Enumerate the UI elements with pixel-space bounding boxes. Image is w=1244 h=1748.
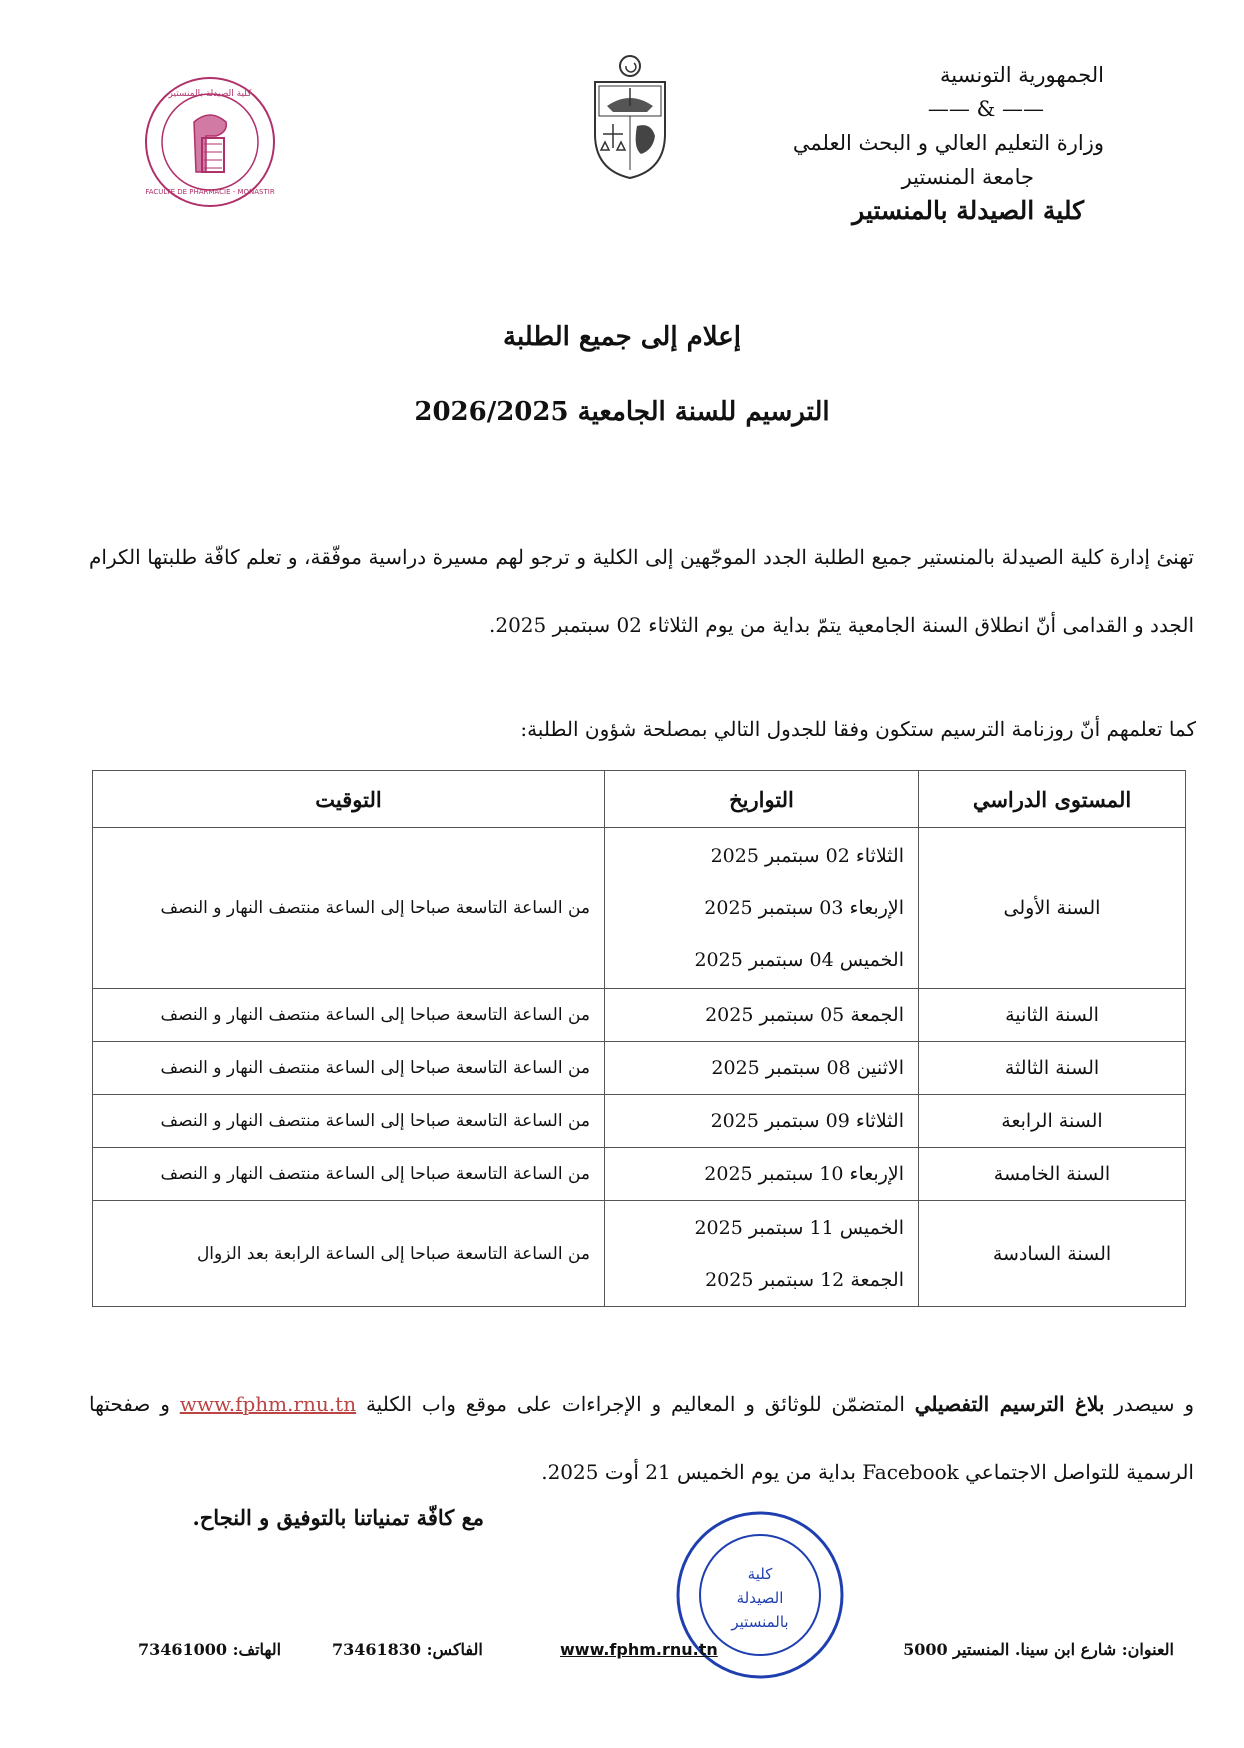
closing-text-part3: و صفحتها الرسمية للتواصل الاجتماعي Facebook بداية من يوم الخميس 21 أوت 2025.	[89, 1392, 1194, 1484]
header-level: المستوى الدراسي	[919, 771, 1186, 828]
time-cell: من الساعة التاسعة صباحا إلى الساعة منتصف النهار و النصف	[93, 1148, 605, 1201]
level-cell: السنة الثانية	[919, 989, 1186, 1042]
time-cell: من الساعة التاسعة صباحا إلى الساعة منتصف النهار و النصف	[93, 828, 605, 989]
header-dates: التواريخ	[605, 771, 919, 828]
level-cell: السنة الرابعة	[919, 1095, 1186, 1148]
time-cell: من الساعة التاسعة صباحا إلى الساعة الرابعة بعد الزوال	[93, 1201, 605, 1307]
footer-phone: الهاتف: 73461000	[138, 1640, 282, 1659]
faculty-logo-text-ar: كلية الصيدلة بالمنستير	[168, 89, 252, 99]
university-name: جامعة المنستير	[901, 165, 1034, 189]
table-row	[93, 1042, 1186, 1095]
coat-of-arms-icon	[585, 52, 675, 182]
header-time: التوقيت	[93, 771, 605, 828]
table-row	[93, 989, 1186, 1042]
time-cell: من الساعة التاسعة صباحا إلى الساعة منتصف النهار و النصف	[93, 1095, 605, 1148]
table-row	[93, 828, 1186, 989]
intro-paragraph: تهنئ إدارة كلية الصيدلة بالمنستير جميع الطلبة الجدد الموجّهين إلى الكلية و ترجو لهم مسيرة دراسية موفّقة، و تعلم كافّة طلبتها الكرام الجدد و القدامى أنّ انطلاق السنة الجامعية يتمّ بداية من يوم الثلاثاء 02 سبتمبر 2025.	[89, 545, 1194, 637]
closing-wishes: مع كافّة تمنياتنا بالتوفيق و النجاح.	[192, 1505, 484, 1530]
date-item: الإربعاء 03 سبتمبر 2025	[704, 897, 904, 919]
level-cell: السنة الخامسة	[919, 1148, 1186, 1201]
detailed-notice-label: بلاغ الترسيم التفصيلي	[914, 1392, 1105, 1416]
republic-name: الجمهورية التونسية	[940, 63, 1104, 87]
footer-fax: الفاكس: 73461830	[332, 1640, 483, 1659]
table-row	[93, 1201, 1186, 1307]
date-item: الثلاثاء 02 سبتمبر 2025	[710, 845, 904, 867]
stamp-line-1: كلية	[747, 1565, 773, 1583]
level-cell: السنة الثالثة	[919, 1042, 1186, 1095]
stamp-line-3: بالمنستير	[731, 1613, 789, 1631]
table-header-row	[93, 771, 1186, 828]
dates-cell	[605, 1201, 919, 1307]
registration-schedule-table	[92, 770, 1186, 1307]
date-item: الخميس 11 سبتمبر 2025	[694, 1216, 904, 1239]
ministry-name: وزارة التعليم العالي و البحث العلمي	[792, 131, 1104, 155]
dates-cell: الاثنين 08 سبتمبر 2025	[605, 1042, 919, 1095]
dates-cell: الإربعاء 10 سبتمبر 2025	[605, 1148, 919, 1201]
date-item: الجمعة 12 سبتمبر 2025	[705, 1268, 904, 1291]
stamp-line-2: الصيدلة	[736, 1589, 784, 1607]
table-row	[93, 1148, 1186, 1201]
time-cell: من الساعة التاسعة صباحا إلى الساعة منتصف النهار و النصف	[93, 989, 605, 1042]
table-lead-text: كما تعلمهم أنّ روزنامة الترسيم ستكون وفقا للجدول التالي بمصلحة شؤون الطلبة:	[520, 717, 1196, 741]
faculty-logo	[140, 72, 280, 212]
dates-cell: الثلاثاء 09 سبتمبر 2025	[605, 1095, 919, 1148]
dates-cell	[605, 828, 919, 989]
faculty-name: كلية الصيدلة بالمنستير	[852, 196, 1084, 225]
table-row	[93, 1095, 1186, 1148]
closing-text-part1: و سيصدر	[1114, 1392, 1195, 1416]
faculty-website-link[interactable]: www.fphm.rnu.tn	[179, 1392, 357, 1416]
level-cell: السنة الأولى	[919, 828, 1186, 989]
date-item: الخميس 04 سبتمبر 2025	[694, 949, 904, 971]
footer-address: العنوان: شارع ابن سينا. المنستير 5000	[903, 1640, 1174, 1659]
footer-website-link[interactable]: www.fphm.rnu.tn	[560, 1640, 718, 1659]
closing-text-part2: المتضمّن للوثائق و المعاليم و الإجراءات على موقع واب الكلية	[365, 1392, 905, 1416]
header-separator: —— & ——	[927, 97, 1044, 121]
header-institution-block	[744, 58, 1104, 228]
announcement-title: إعلام إلى جميع الطلبة	[503, 322, 741, 352]
closing-paragraph	[89, 1370, 1194, 1506]
faculty-logo-text-fr: FACULTE DE PHARMACIE - MONASTIR	[145, 188, 275, 196]
announcement-subtitle: الترسيم للسنة الجامعية 2026/2025	[414, 397, 830, 427]
time-cell: من الساعة التاسعة صباحا إلى الساعة منتصف النهار و النصف	[93, 1042, 605, 1095]
dates-cell: الجمعة 05 سبتمبر 2025	[605, 989, 919, 1042]
level-cell: السنة السادسة	[919, 1201, 1186, 1307]
